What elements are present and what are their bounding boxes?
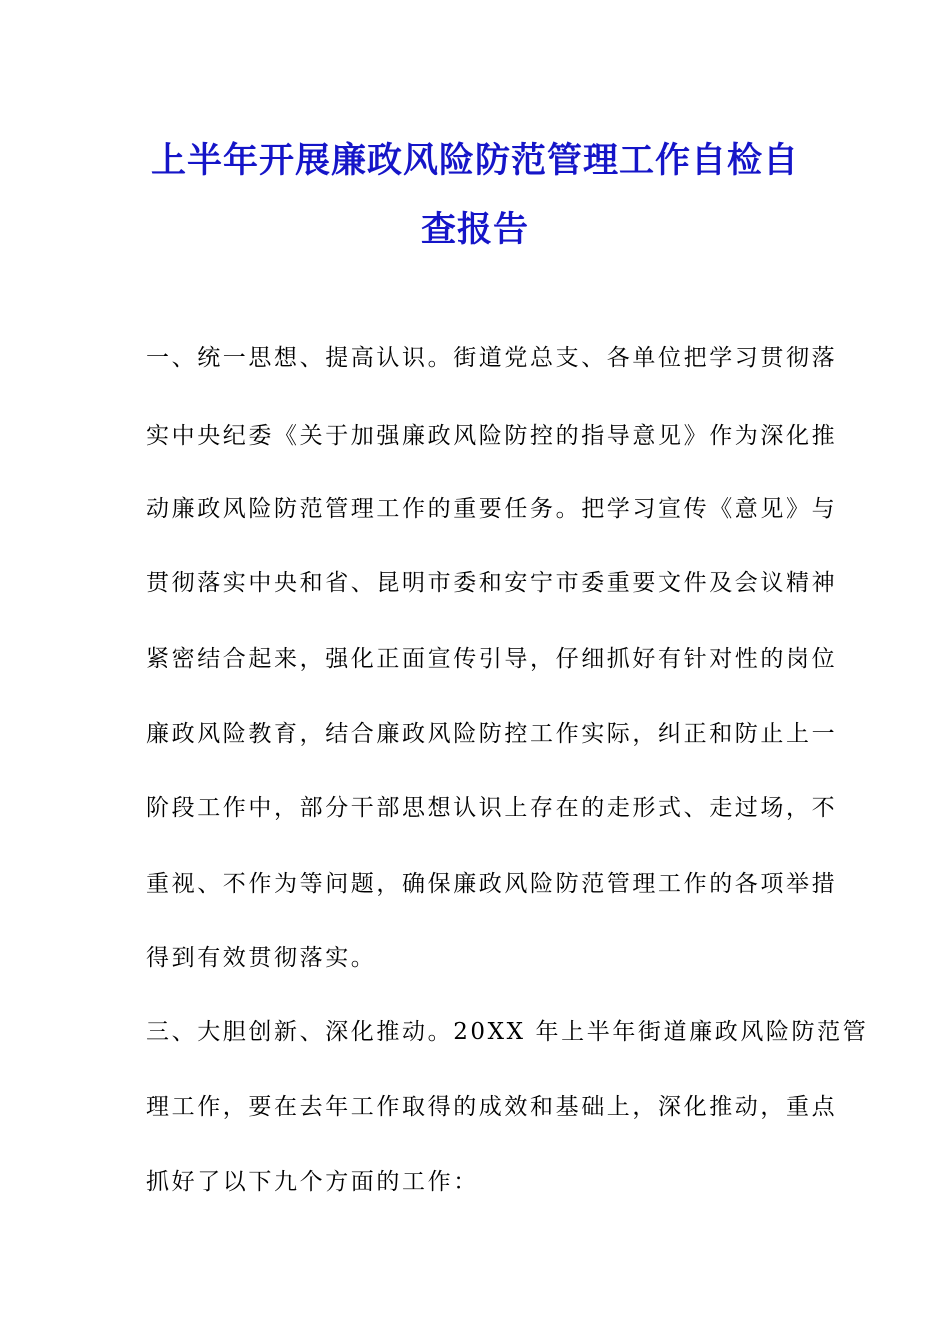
- paragraph-line: 贯彻落实中央和省、昆明市委和安宁市委重要文件及会议精神: [146, 570, 838, 596]
- paragraph-line: 阶段工作中，部分干部思想认识上存在的走形式、走过场，不: [146, 795, 838, 821]
- document-title-line-1: 上半年开展廉政风险防范管理工作自检自: [150, 141, 799, 181]
- paragraph-line: 抓好了以下九个方面的工作：: [146, 1169, 479, 1195]
- paragraph-line: 重视、不作为等问题，确保廉政风险防范管理工作的各项举措: [146, 871, 838, 897]
- paragraph-line: 廉政风险教育，结合廉政风险防控工作实际，纠正和防止上一: [146, 721, 838, 747]
- paragraph-line: 三、大胆创新、深化推动。20XX 年上半年街道廉政风险防范管: [146, 1019, 869, 1045]
- paragraph-line: 实中央纪委《关于加强廉政风险防控的指导意见》作为深化推: [146, 423, 838, 449]
- paragraph-line: 理工作，要在去年工作取得的成效和基础上，深化推动，重点: [146, 1094, 838, 1120]
- paragraph-line: 动廉政风险防范管理工作的重要任务。把学习宣传《意见》与: [146, 496, 838, 522]
- paragraph-line: 紧密结合起来，强化正面宣传引导，仔细抓好有针对性的岗位: [146, 646, 838, 672]
- paragraph-line: 一、统一思想、提高认识。街道党总支、各单位把学习贯彻落: [146, 345, 838, 371]
- document-title-line-2: 查报告: [420, 210, 529, 250]
- paragraph-line: 得到有效贯彻落实。: [146, 945, 377, 971]
